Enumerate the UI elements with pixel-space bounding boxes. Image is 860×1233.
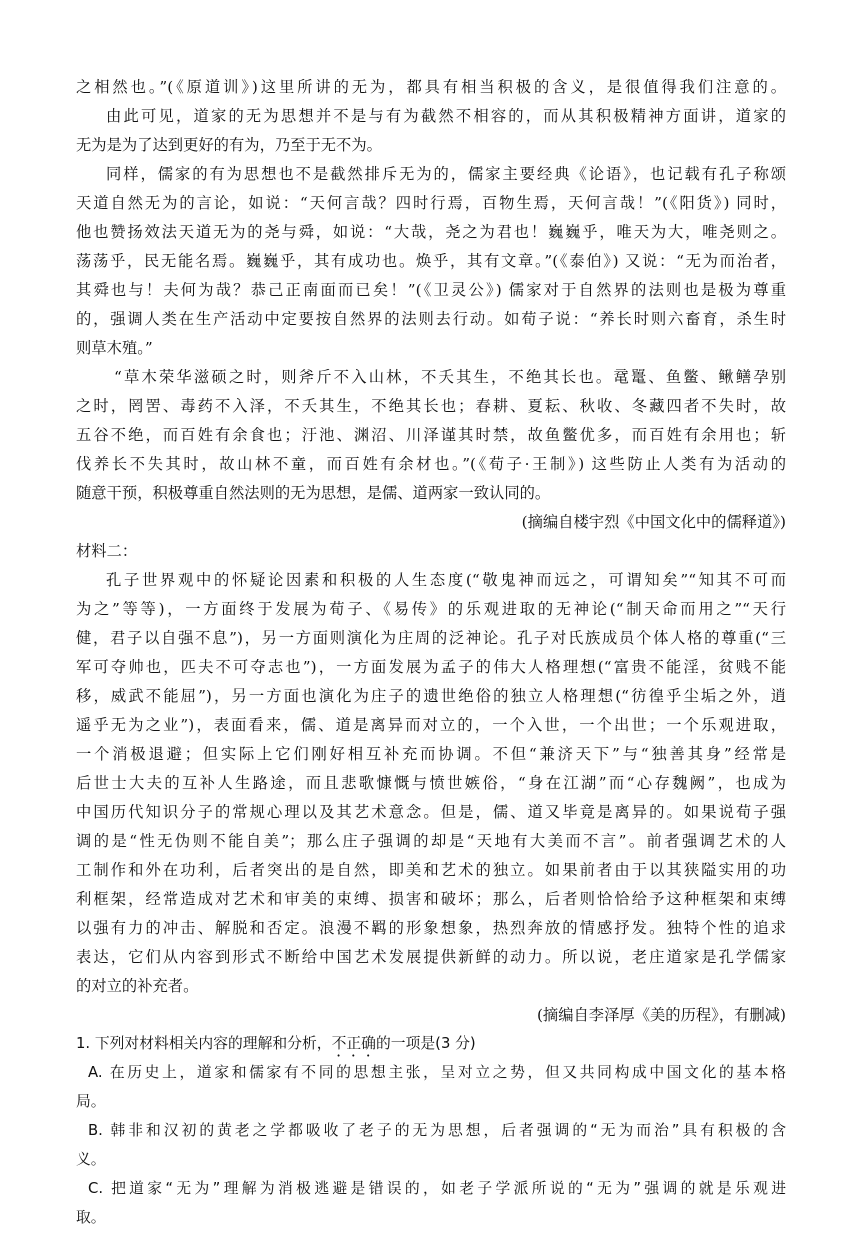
option-c[interactable]: C. 把道家“无为”理解为消极逃避是错误的，如老子学派所说的“无为”强调的就是乐观进	[88, 1180, 786, 1197]
text-line: 孔子世界观中的怀疑论因素和积极的人生态度(“敬鬼神而远之，可谓知矣”“知其不可而	[106, 571, 786, 589]
text-line: 天道自然无为的言论，如说：“天何言哉？四时行焉，百物生焉，天何言哉！”(《阳货》) 同时，	[76, 194, 786, 212]
text-line: 工制作和外在功利，后者突出的是自然，即美和艺术的独立。如果前者由于以其狭隘实用的功	[76, 861, 786, 879]
text-line: 的，强调人类在生产活动中定要按自然界的法则去行动。如荀子说：“养长时则六畜育，杀生时	[76, 310, 786, 328]
option-c-continued: 取。	[76, 1209, 106, 1226]
text-line: 由此可见，道家的无为思想并不是与有为截然不相容的，而从其积极精神方面讲，道家的	[106, 107, 786, 125]
text-line: 后世士大夫的互补人生路途，而且悲歌慷慨与愤世嫉俗，“身在江湖”而“心存魏阙”，也成为	[76, 774, 786, 792]
text-line: 则草木殖。”	[76, 339, 153, 357]
text-line: 的对立的补充者。	[76, 977, 199, 995]
section-heading: 材料二：	[76, 542, 138, 560]
text-line: 中国历代知识分子的常规心理以及其艺术意念。但是，儒、道又毕竟是离异的。如果说荀子强	[76, 803, 786, 821]
source-citation: (摘编自楼宇烈《中国文化中的儒释道》)	[521, 513, 786, 531]
text-line: 移，威武不能屈”)，另一方面也演化为庄子的遗世绝俗的独立人格理想(“彷徨乎尘垢之外，逍	[76, 687, 786, 705]
text-line: 以强有力的冲击、解脱和否定。浪漫不羁的形象想象，热烈奔放的情感抒发。独特个性的追求	[76, 919, 786, 937]
text-line: 无为是为了达到更好的有为，乃至于无不为。	[76, 136, 382, 154]
option-b-continued: 义。	[76, 1151, 106, 1168]
text-line: 他也赞扬效法天道无为的尧与舜，如说：“大哉，尧之为君也！巍巍乎，唯天为大，唯尧则之。	[76, 223, 786, 241]
text-line: 调的是“性无伪则不能自美”；那么庄子强调的却是“天地有大美而不言”。前者强调艺术的人	[76, 832, 786, 850]
text-line: 一个消极退避；但实际上它们刚好相互补充而协调。不但“兼济天下”与“独善其身”经常是	[76, 745, 786, 763]
text-line: 遥乎无为之业”)，表面看来，儒、道是离异而对立的，一个入世，一个出世；一个乐观进取，	[76, 716, 786, 734]
text-line: 利框架，经常造成对艺术和审美的束缚、损害和破坏；那么，后者则恰恰给予这种框架和束缚	[76, 890, 786, 908]
text-line: 之时，罔罟、毒药不入泽，不夭其生，不绝其长也；春耕、夏耘、秋收、冬藏四者不失时，故	[76, 397, 786, 415]
text-line: 表达，它们从内容到形式不断给中国艺术发展提供新鲜的动力。所以说，老庄道家是孔学儒家	[76, 948, 786, 966]
source-citation: (摘编自李泽厚《美的历程》，有删减)	[536, 1006, 786, 1024]
text-line: 五谷不绝，而百姓有余食也；汙池、渊沼、川泽谨其时禁，故鱼鳖优多，而百姓有余用也；斩	[76, 426, 786, 444]
question-stem	[76, 1029, 786, 1059]
emphasis-text: 不正确	[331, 1035, 376, 1052]
text-line: 伐养长不失其时，故山林不童，而百姓有余材也。”(《荀子·王制》) 这些防止人类有为活动的	[76, 455, 786, 473]
text-line: 军可夺帅也，匹夫不可夺志也”)，一方面发展为孟子的伟大人格理想(“富贵不能淫，贫贱不能	[76, 658, 786, 676]
text-line: 随意干预，积极尊重自然法则的无为思想，是儒、道两家一致认同的。	[76, 484, 551, 502]
text-line: 为之”等等)，一方面终于发展为荀子、《易传》的乐观进取的无神论(“制天命而用之”“天行	[76, 600, 786, 618]
text-line: “草木荣华滋硕之时，则斧斤不入山林，不夭其生，不绝其长也。鼋鼍、鱼鳖、鳅鳝孕别	[114, 368, 786, 386]
text-line: 之相然也。”(《原道训》)这里所讲的无为，都具有相当积极的含义，是很值得我们注意的。	[76, 78, 786, 96]
option-a-continued: 局。	[76, 1093, 106, 1110]
question-stem-prefix: 1. 下列对材料相关内容的理解和分析，	[76, 1035, 332, 1052]
text-line: 其舜也与！夫何为哉？恭己正南面而已矣！”(《卫灵公》) 儒家对于自然界的法则也是极为尊重	[76, 281, 786, 299]
text-line: 同样，儒家的有为思想也不是截然排斥无为的，儒家主要经典《论语》，也记载有孔子称颂	[106, 165, 786, 183]
text-line: 健，君子以自强不息”)，另一方面则演化为庄周的泛神论。孔子对氏族成员个体人格的尊重(“三	[76, 629, 786, 647]
text-line: 荡荡乎，民无能名焉。巍巍乎，其有成功也。焕乎，其有文章。”(《泰伯》) 又说：“无为而治者，	[76, 252, 786, 270]
question-stem-suffix: 的一项是(3 分)	[375, 1035, 476, 1052]
option-a[interactable]: A. 在历史上，道家和儒家有不同的思想主张，呈对立之势，但又共同构成中国文化的基本格	[88, 1064, 786, 1081]
option-b[interactable]: B. 韩非和汉初的黄老之学都吸收了老子的无为思想，后者强调的“无为而治”具有积极的含	[88, 1122, 786, 1139]
